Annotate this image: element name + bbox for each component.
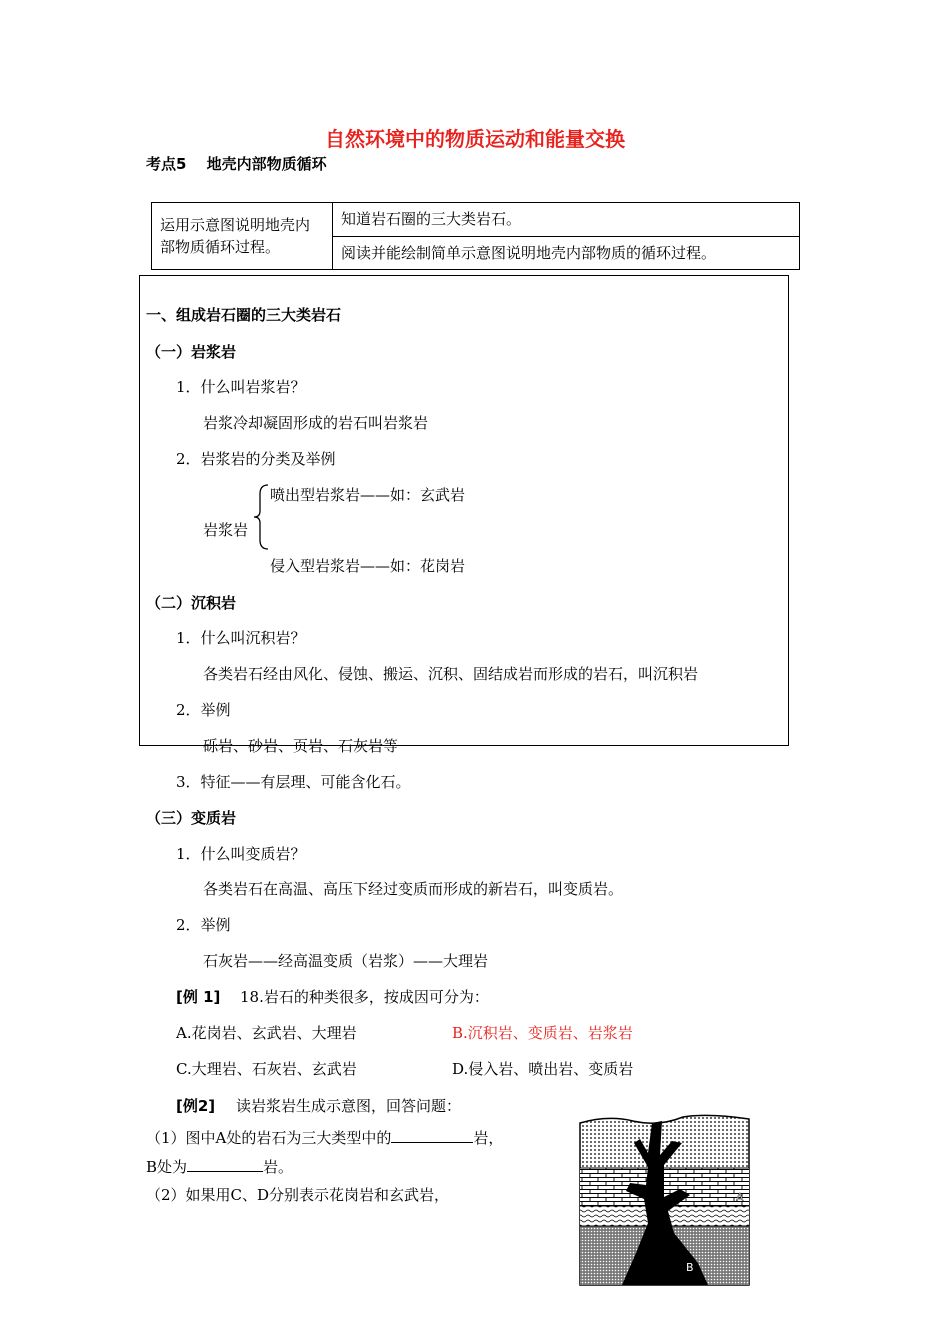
sedimentary-question-2: 2．举例 (176, 701, 231, 719)
example-2-intro: 读岩浆岩生成示意图，回答问题： (236, 1097, 462, 1115)
igneous-question-1: 1．什么叫岩浆岩？ (176, 378, 306, 396)
curly-brace-icon (252, 484, 270, 550)
igneous-branch-intrusive: 侵入型岩浆岩——如：花岗岩 (270, 557, 466, 575)
requirement-right-2: 阅读并能绘制简单示意图说明地壳内部物质的循环过程。 (333, 236, 800, 270)
requirements-table (151, 202, 800, 270)
section-heading: 一、组成岩石圈的三大类岩石 (146, 306, 342, 324)
question-1-b-text: B处为 (146, 1158, 188, 1176)
question-1-b-suffix: 岩。 (263, 1158, 294, 1176)
figure-label-a: A (736, 1191, 744, 1204)
igneous-branch-extrusive: 喷出型岩浆岩——如：玄武岩 (270, 486, 466, 504)
example-1-option-c: C.大理岩、石灰岩、玄武岩 (176, 1060, 357, 1078)
example-1-option-d: D.侵入岩、喷出岩、变质岩 (452, 1060, 634, 1078)
example-2-question-1-continued (146, 1155, 293, 1177)
sedimentary-question-3: 3．特征——有层理、可能含化石。 (176, 773, 411, 791)
igneous-question-2: 2．岩浆岩的分类及举例 (176, 450, 336, 468)
answer-blank-a[interactable] (391, 1126, 473, 1143)
magma-rock-diagram (578, 1113, 751, 1287)
metamorphic-heading: （三）变质岩 (146, 809, 237, 827)
example-2-question-2: （2）如果用C、D分别表示花岗岩和玄武岩， (146, 1186, 450, 1204)
metamorphic-question-1: 1．什么叫变质岩？ (176, 845, 306, 863)
metamorphic-answer-2: 石灰岩——经高温变质（岩浆）——大理岩 (203, 952, 489, 970)
topic-heading: 考点5 地壳内部物质循环 (146, 155, 327, 173)
example-1-option-a: A.花岗岩、玄武岩、大理岩 (176, 1024, 357, 1042)
question-1-text: （1）图中A处的岩石为三大类型中的 (146, 1129, 392, 1147)
figure-label-b: B (686, 1261, 694, 1274)
requirement-left: 运用示意图说明地壳内部物质循环过程。 (152, 203, 333, 270)
igneous-heading: （一）岩浆岩 (146, 343, 237, 361)
question-1-suffix: 岩， (473, 1129, 504, 1147)
page-title: 自然环境中的物质运动和能量交换 (325, 127, 625, 151)
example-1-label: [例 1] (176, 988, 221, 1006)
sedimentary-heading: （二）沉积岩 (146, 594, 237, 612)
example-2-label: [例2] (176, 1097, 216, 1115)
sedimentary-answer-2: 砾岩、砂岩、页岩、石灰岩等 (203, 737, 399, 755)
example-1-option-b: B.沉积岩、变质岩、岩浆岩 (452, 1024, 633, 1042)
metamorphic-answer-1: 各类岩石在高温、高压下经过变质而形成的新岩石，叫变质岩。 (203, 880, 624, 898)
requirement-right-1: 知道岩石圈的三大类岩石。 (333, 203, 800, 237)
igneous-root-label: 岩浆岩 (203, 521, 249, 539)
metamorphic-question-2: 2．举例 (176, 916, 231, 934)
sedimentary-question-1: 1．什么叫沉积岩？ (176, 629, 306, 647)
example-2-question-1 (146, 1126, 503, 1148)
answer-blank-b[interactable] (187, 1155, 263, 1172)
example-1-question: 18.岩石的种类很多，按成因可分为： (240, 988, 489, 1006)
igneous-answer-1: 岩浆冷却凝固形成的岩石叫岩浆岩 (203, 414, 429, 432)
sedimentary-answer-1: 各类岩石经由风化、侵蚀、搬运、沉积、固结成岩而形成的岩石，叫沉积岩 (203, 665, 699, 683)
